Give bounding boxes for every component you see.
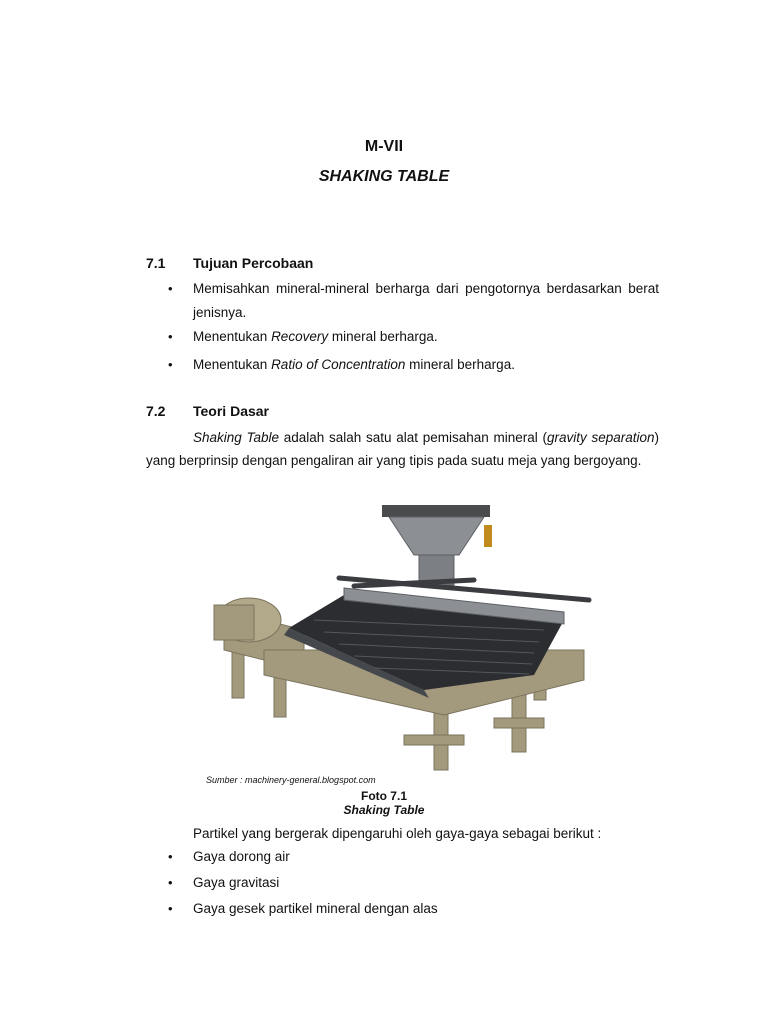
list-item: • Menentukan Ratio of Concentration mineral berharga. [162, 353, 659, 377]
forces-intro: Partikel yang bergerak dipengaruhi oleh gaya-gaya sebagai berikut : [193, 826, 602, 841]
photo-source: Sumber : machinery-general.blogspot.com [206, 775, 376, 785]
section-heading-7-1 [146, 255, 313, 271]
section-title: Teori Dasar [193, 403, 269, 419]
section-number: 7.1 [146, 255, 166, 271]
chapter-number: M-VII [364, 138, 404, 155]
section-heading-7-2 [146, 403, 269, 419]
section-number: 7.2 [146, 403, 166, 419]
list-item: • Menentukan Recovery mineral berharga. [162, 325, 659, 349]
chapter-title: SHAKING TABLE [318, 168, 450, 185]
list-item: • Gaya dorong air [162, 845, 659, 869]
list-item: • Memisahkan mineral-mineral berharga dari pengotornya berdasarkan berat jenisnya. [162, 277, 659, 325]
list-item: • Gaya gesek partikel mineral dengan alas [162, 897, 659, 921]
shaking-table-photo [204, 500, 596, 778]
figure-caption-title: Shaking Table [343, 803, 425, 817]
shaking-table-illustration [204, 500, 596, 778]
section-title: Tujuan Percobaan [193, 255, 314, 271]
forces-list [162, 845, 659, 921]
theory-paragraph: Shaking Table adalah salah satu alat pemisahan mineral (gravity separation) yang berprinsip dengan pengaliran air yang tipis pada suatu meja yang bergoyang. [146, 430, 660, 468]
list-item: • Gaya gravitasi [162, 871, 659, 895]
figure-caption-label: Foto 7.1 [360, 789, 407, 803]
objectives-list [162, 277, 659, 377]
